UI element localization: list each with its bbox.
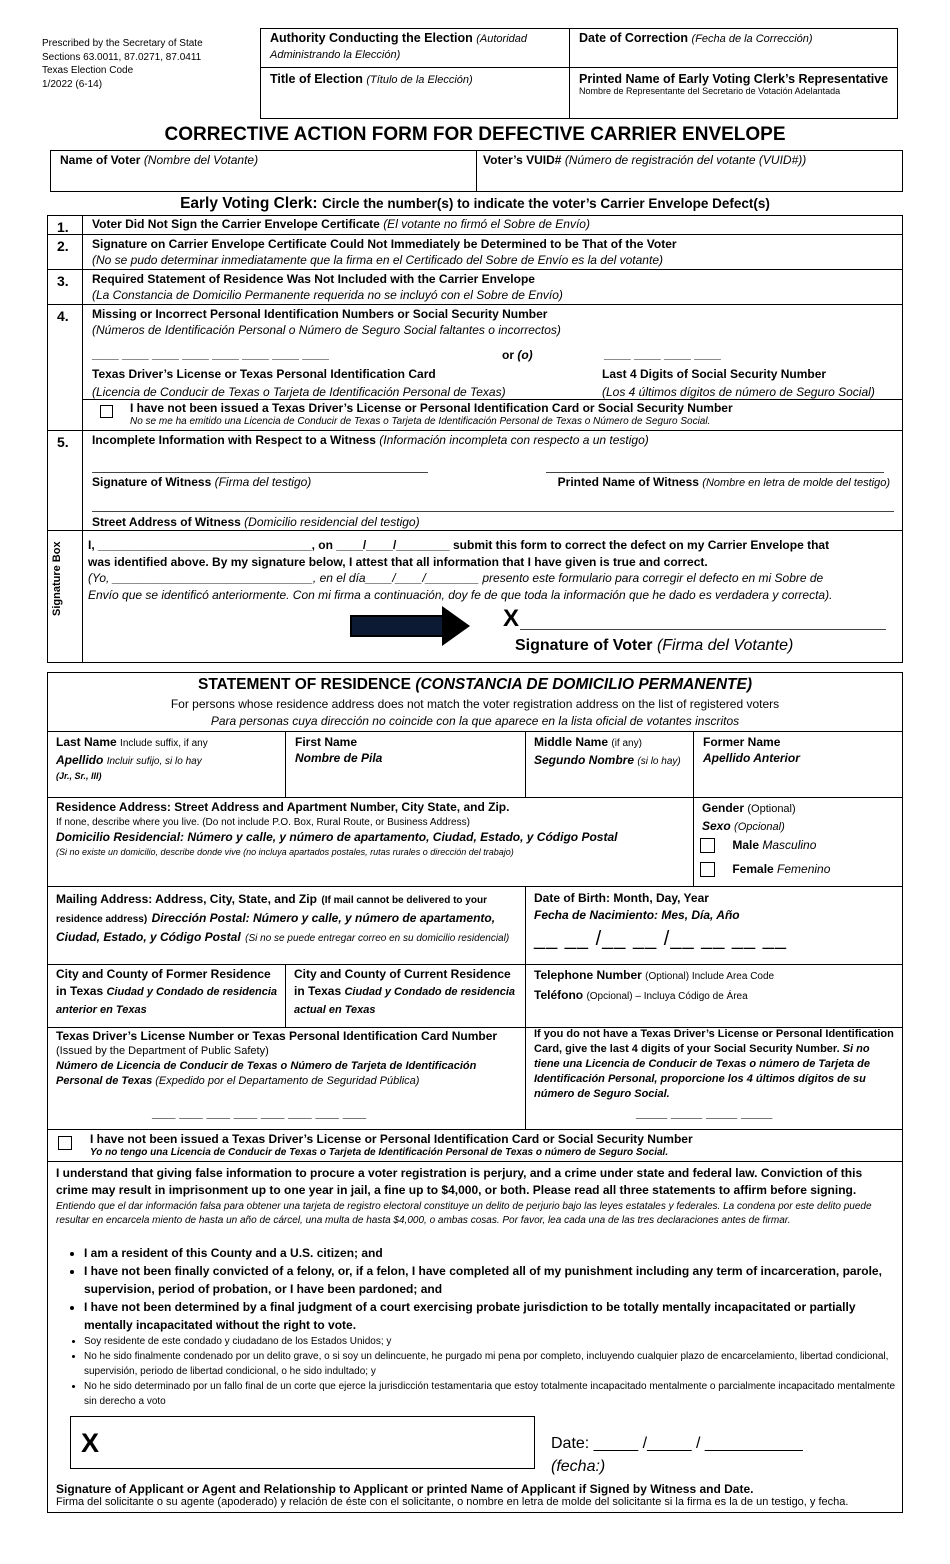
former-name-label-es: Apellido Anterior — [703, 751, 800, 765]
witness-signature-field — [92, 475, 311, 489]
ssn-label-es: Si no tiene una Licencia de Conducir de Texas o número de Tarjeta de Identificación Personal, proporcione los 4 últimos dígitos de su número de Seguro Social. — [534, 1043, 870, 1100]
voter-info-table — [50, 150, 903, 192]
defect-1 — [92, 217, 590, 231]
printed-name-label: Printed Name of Early Voting Clerk’s Representative — [579, 72, 889, 86]
last-name-suffix-note: (Jr., Sr., III) — [56, 771, 102, 781]
middle-name-note-es: (si lo hay) — [637, 756, 681, 767]
affirmation-2-es: • No he sido finalmente condenado por un delito grave, o si soy un delincuente, he purgado mi pena por completo, incluyendo cualquier plazo de encarcelamiento, libertad condicional, supervisión, periodo de libertad condicional, o he sido indultado; y — [84, 1349, 896, 1379]
residence-no-id-text: I have not been issued a Texas Driver’s License or Personal Identification Card or Social Security Number — [90, 1132, 693, 1146]
witness-street-line[interactable] — [92, 511, 894, 512]
residence-subtitle: For persons whose residence address does not match the voter registration address on the list of registered voters — [170, 697, 780, 711]
female-label-es: Femenino — [777, 862, 831, 876]
residence-title-text-es: (CONSTANCIA DE DOMICILIO PERMANENTE) — [415, 676, 752, 693]
witness-street-label: Street Address of Witness — [92, 515, 241, 529]
former-county-field[interactable] — [56, 966, 280, 1019]
former-name-field[interactable] — [703, 734, 800, 766]
middle-name-label: Middle Name — [534, 735, 609, 749]
vuid-label-es: (Número de registración del votante (VUID#)) — [564, 153, 807, 167]
dl-number-note-es: (Expedido por el Departamento de Seguridad Pública) — [155, 1075, 420, 1087]
voter-name-label: Name of Voter — [60, 153, 141, 167]
dl-number-blanks[interactable]: ___ ___ ___ ___ ___ ___ ___ ___ — [152, 1104, 367, 1120]
phone-label-es: Teléfono — [534, 988, 584, 1002]
sexo-label: Sexo — [702, 819, 731, 833]
female-checkbox[interactable] — [700, 862, 715, 877]
attestation-line-3[interactable]: (Yo, ______________________________, en el día____/____/________ presento este formulario para corregir el defecto en mi Sobre de — [88, 571, 824, 585]
middle-name-label-es: Segundo Nombre — [534, 753, 635, 767]
current-county-label-es: Ciudad y Condado de residencia actual en Texas — [294, 986, 516, 1016]
dl-number-blanks[interactable]: ____ ____ ____ ____ ____ ____ ____ ____ — [92, 347, 329, 361]
applicant-sign-x-mark: X — [81, 1428, 100, 1458]
vuid-label: Voter’s VUID# — [483, 153, 562, 167]
first-name-label-es: Nombre de Pila — [295, 751, 383, 765]
former-name-label: Former Name — [703, 735, 781, 749]
last-name-note-es: Incluir sufijo, si lo hay — [106, 756, 202, 767]
prescribed-notice — [42, 37, 203, 91]
voter-sign-x-mark: X — [503, 605, 520, 632]
authority-label: Authority Conducting the Election — [270, 31, 473, 45]
applicant-signature-box[interactable] — [70, 1416, 535, 1469]
phone-field[interactable] — [534, 966, 774, 1006]
ssn-label: Last 4 Digits of Social Security Number — [602, 367, 827, 381]
applicant-signature-label: Signature of Applicant or Agent and Relationship to Applicant or printed Name of Applicant if Signed by Witness and Date. — [56, 1482, 754, 1496]
title-election-label-es: (Título de la Elección) — [366, 74, 473, 86]
dl-label-es: (Licencia de Conducir de Texas o Tarjeta de Identificación Personal de Texas) — [92, 385, 506, 399]
defect-number-4[interactable]: 4. — [57, 308, 69, 324]
defect-number-1[interactable]: 1. — [57, 219, 69, 235]
attestation-line-4: Envío que se identificó anteriormente. Con mi firma a continuación, doy fe de que toda la información que he dado es verdadera y correcta). — [88, 587, 833, 602]
voter-name-field[interactable] — [60, 153, 258, 167]
witness-printed-name-label: Printed Name of Witness — [557, 475, 699, 489]
male-label: Male — [732, 838, 760, 852]
applicant-signature-label-es: Firma del solicitante o su agente (apoderado) y relación de éste con el solicitante, o nombre en letra de molde del solicitante si la firma es la de un testigo, y fecha. — [56, 1496, 849, 1508]
perjury-warning: I understand that giving false information to procure a voter registration is perjury, and a crime under state and federal law. Conviction of this crime may result in imprisonment up to one year in jail, a fine up to $4,000, or both. Please read all three statements to affirm before signing. — [56, 1166, 863, 1197]
defect-number-2[interactable]: 2. — [57, 238, 69, 254]
clerk-instruction-lead: Early Voting Clerk: — [180, 195, 318, 212]
authority-label-es: (Autoridad Administrando la Elección) — [270, 33, 528, 61]
dl-number-field — [56, 1029, 518, 1089]
residence-address-field[interactable] — [56, 800, 686, 860]
prescribed-line: 1/2022 (6-14) — [42, 78, 103, 90]
printed-name-field[interactable] — [579, 72, 888, 96]
affirmation-list-es — [56, 1334, 896, 1409]
defect-5 — [92, 433, 649, 447]
date-correction-label: Date of Correction — [579, 31, 689, 45]
witness-printed-name-line[interactable] — [546, 472, 884, 473]
phone-label: Telephone Number — [534, 968, 642, 982]
sexo-note: (Opcional) — [734, 821, 785, 833]
voter-signature-line[interactable] — [520, 629, 886, 630]
witness-street-field — [92, 515, 420, 529]
defect-3 — [92, 271, 563, 303]
date-correction-label-es: (Fecha de la Corrección) — [691, 33, 813, 45]
mailing-address-field[interactable] — [56, 890, 518, 947]
dl-label: Texas Driver’s License or Texas Personal Identification Card — [92, 367, 436, 381]
gender-field — [702, 800, 796, 836]
female-label: Female — [732, 862, 774, 876]
current-county-label: City and County of Current Residence in Texas — [294, 967, 511, 998]
clerk-instruction — [0, 195, 950, 213]
dob-field — [534, 890, 740, 924]
mailing-address-note-es: (Si no se puede entregar correo en su domicilio residencial) — [245, 933, 510, 944]
attestation-line-1[interactable]: I, ________________________________, on ____/____/________ submit this form to correct the defect on my Carrier Envelope that — [88, 538, 830, 552]
residence-no-id-text-es: Yo no tengo una Licencia de Conducir de Texas o Tarjeta de Identificación Personal de Texas o número de Seguro Social. — [90, 1147, 669, 1158]
witness-printed-name-label-es: (Nombre en letra de molde del testigo) — [702, 477, 890, 489]
mailing-address-note: (If mail cannot be delivered to your residence address) — [56, 895, 487, 925]
dl-number-label-es: Número de Licencia de Conducir de Texas o Número de Tarjeta de Identificación Personal de Texas — [56, 1060, 477, 1087]
phone-note-es: (Opcional) – Incluya Código de Área — [586, 991, 748, 1002]
gender-male-option[interactable] — [700, 838, 816, 853]
residence-title — [48, 676, 902, 694]
ssn-last4-blanks[interactable]: ____ ____ ____ ____ — [636, 1104, 773, 1120]
defect-number-5[interactable]: 5. — [57, 434, 69, 450]
gender-label: Gender — [702, 801, 745, 815]
defect-number-3[interactable]: 3. — [57, 273, 69, 289]
affirmation-2: • I have not been finally convicted of a felony, or, if a felon, I have completed all of my punishment including any term of incarceration, parole, supervision, period of probation, or I have been pardoned; and — [84, 1262, 896, 1298]
ssn-label: If you do not have a Texas Driver’s License or Personal Identification Card, give the last 4 digits of your Social Security Number. — [534, 1028, 894, 1055]
male-label-es: Masculino — [762, 838, 817, 852]
witness-signature-line[interactable] — [92, 472, 428, 473]
voter-signature-label: Signature of Voter — [515, 637, 653, 654]
vuid-field[interactable] — [483, 153, 806, 167]
applicant-date-field[interactable]: Date: _____ /_____ / ___________ — [551, 1435, 803, 1452]
ssn-blanks[interactable]: ____ ____ ____ ____ — [604, 347, 721, 361]
former-county-label-es: Ciudad y Condado de residencia anterior en Texas — [56, 986, 278, 1016]
defect-2-text: Signature on Carrier Envelope Certificate Could Not Immediately be Determined to be That of the Voter — [92, 237, 677, 251]
signature-box-side-label: Signature Box — [51, 541, 63, 616]
clerk-instruction-text: Circle the number(s) to indicate the voter’s Carrier Envelope Defect(s) — [322, 196, 770, 211]
mailing-address-label: Mailing Address: Address, City, State, and Zip — [56, 892, 317, 906]
witness-signature-label-es: (Firma del testigo) — [214, 475, 312, 489]
voter-signature-field — [515, 637, 793, 655]
defects-table — [47, 215, 903, 663]
or-label-es: (o) — [517, 348, 533, 362]
phone-note: (Optional) Include Area Code — [645, 971, 775, 982]
affirmation-list — [56, 1244, 896, 1334]
dob-label: Date of Birth: Month, Day, Year — [534, 891, 709, 905]
or-separator — [502, 348, 533, 362]
applicant-date-label-es: (fecha:) — [551, 1458, 606, 1475]
first-name-label: First Name — [295, 735, 358, 749]
attestation-line-2: was identified above. By my signature below, I attest that all information that I have given is true and correct. — [88, 554, 708, 569]
residence-subtitle-es: Para personas cuya dirección no coincide con la que aparece en la lista oficial de votantes inscritos — [210, 714, 740, 728]
affirmation-3-es: • No he sido determinado por un fallo final de un corte que ejerce la jurisdicción testamentaria que estoy totalmente incapacitado mentalmente o parcialmente incapacitado mentalmente sin derecho a voto — [84, 1379, 896, 1409]
defect-4-text-es: (Números de Identificación Personal o Número de Seguro Social faltantes o incorrectos) — [92, 323, 561, 337]
residence-address-note-es: (Si no existe un domicilio, describe donde vive (no incluya apartados postales, rutas rurales o dirección del trabajo) — [56, 847, 514, 857]
ssn-field — [534, 1027, 894, 1102]
last-name-note: Include suffix, if any — [120, 738, 208, 749]
defect-1-text: Voter Did Not Sign the Carrier Envelope Certificate — [92, 217, 380, 231]
form-title: CORRECTIVE ACTION FORM FOR DEFECTIVE CARRIER ENVELOPE — [164, 124, 786, 145]
residence-title-text: STATEMENT OF RESIDENCE — [198, 676, 411, 693]
former-county-label: City and County of Former Residence in Texas — [56, 967, 271, 998]
residence-address-label-es: Domicilio Residencial: Número y calle, y número de apartamento, Ciudad, Estado, y Código Postal — [56, 830, 618, 844]
first-name-field[interactable] — [295, 734, 382, 766]
male-checkbox[interactable] — [700, 838, 715, 853]
prescribed-line: Prescribed by the Secretary of State — [42, 38, 203, 49]
defect-2-text-es: (No se pudo determinar inmediatamente que la firma en el Certificado del Sobre de Envío es la del votante) — [92, 253, 663, 267]
residence-address-note: If none, describe where you live. (Do not include P.O. Box, Rural Route, or Business Address) — [56, 817, 470, 828]
arrow-right-icon — [348, 605, 474, 647]
defect-4 — [92, 306, 561, 338]
voter-name-label-es: (Nombre del Votante) — [143, 153, 259, 167]
authority-field[interactable] — [270, 31, 560, 63]
middle-name-note: (if any) — [611, 738, 642, 749]
dl-field-label — [92, 365, 506, 401]
affirmation-1: • I am a resident of this County and a U.S. citizen; and — [84, 1244, 896, 1262]
statement-of-residence — [47, 672, 903, 1513]
residence-no-id-checkbox[interactable] — [58, 1136, 72, 1150]
dl-number-label: Texas Driver’s License Number or Texas Personal Identification Card Number — [56, 1029, 498, 1043]
residence-no-id-statement — [90, 1132, 693, 1160]
ssn-label-es: (Los 4 últimos dígitos de número de Seguro Social) — [602, 385, 875, 399]
no-id-statement — [130, 401, 733, 429]
defect-2 — [92, 236, 677, 268]
dob-label-es: Fecha de Nacimiento: Mes, Día, Año — [534, 908, 740, 922]
mailing-address-label-es: Dirección Postal: Número y calle, y número de apartamento, Ciudad, Estado, y Código Postal — [56, 911, 496, 944]
witness-printed-name-field — [488, 475, 890, 489]
residence-address-label: Residence Address: Street Address and Apartment Number, City State, and Zip. — [56, 800, 510, 814]
witness-signature-label: Signature of Witness — [92, 475, 212, 489]
gender-note: (Optional) — [747, 803, 796, 815]
defect-5-text: Incomplete Information with Respect to a Witness — [92, 433, 376, 447]
defect-3-text-es: (La Constancia de Domicilio Permanente requerida no se incluyó con el Sobre de Envío) — [92, 288, 563, 302]
signature-attestation — [88, 537, 832, 603]
defect-4-text: Missing or Incorrect Personal Identification Numbers or Social Security Number — [92, 307, 548, 321]
affirmation-1-es: • Soy residente de este condado y ciudadano de los Estados Unidos; y — [84, 1334, 896, 1349]
defect-3-text: Required Statement of Residence Was Not Included with the Carrier Envelope — [92, 272, 535, 286]
defect-1-text-es: (El votante no firmó el Sobre de Envío) — [383, 217, 590, 231]
no-id-text-es: No se me ha emitido una Licencia de Conducir de Texas o Tarjeta de Identificación Personal de Texas o Número de Seguro Social. — [130, 416, 711, 427]
dl-number-note: (Issued by the Department of Public Safety) — [56, 1045, 269, 1057]
title-election-label: Title of Election — [270, 72, 363, 86]
dob-blanks[interactable]: __ __ /__ __ /__ __ __ __ — [534, 928, 787, 950]
no-id-text: I have not been issued a Texas Driver’s License or Personal Identification Card or Social Security Number — [130, 401, 733, 415]
ssn-field-label — [602, 365, 875, 401]
title-election-field[interactable] — [270, 72, 473, 86]
printed-name-label-es: Nombre de Representante del Secretario de Votación Adelantada — [579, 86, 841, 96]
middle-name-field[interactable] — [534, 734, 681, 770]
current-county-field[interactable] — [294, 966, 518, 1019]
prescribed-line: Sections 63.0011, 87.0271, 87.0411 — [42, 51, 202, 63]
gender-female-option[interactable] — [700, 862, 830, 877]
last-name-field[interactable] — [56, 734, 208, 782]
prescribed-line: Texas Election Code — [42, 65, 134, 76]
perjury-warning-es: Entiendo que el dar información falsa para obtener una tarjeta de registro electoral constituye un delito de perjurio bajo las leyes estatales y federales. La condena por este delito puede resultar en encarcela miento de hasta un año de cárcel, una multa de hasta $4,000, o ambas cosas. Por favor, lea cada una de las tres declaraciones antes de firmar. — [56, 1201, 872, 1226]
voter-signature-label-es: (Firma del Votante) — [656, 637, 794, 654]
affirmation-3: • I have not been determined by a final judgment of a court exercising probate jurisdiction to be totally mentally incapacitated or partially mentally incapacitated without the right to vote. — [84, 1298, 896, 1334]
last-name-label: Last Name — [56, 735, 117, 749]
no-id-checkbox[interactable] — [100, 405, 113, 418]
last-name-label-es: Apellido — [56, 753, 104, 767]
witness-street-label-es: (Domicilio residencial del testigo) — [244, 515, 420, 529]
or-label: or — [502, 348, 514, 362]
date-correction-field[interactable] — [579, 31, 813, 45]
election-header-table — [260, 28, 898, 119]
defect-5-text-es: (Información incompleta con respecto a un testigo) — [379, 433, 649, 447]
